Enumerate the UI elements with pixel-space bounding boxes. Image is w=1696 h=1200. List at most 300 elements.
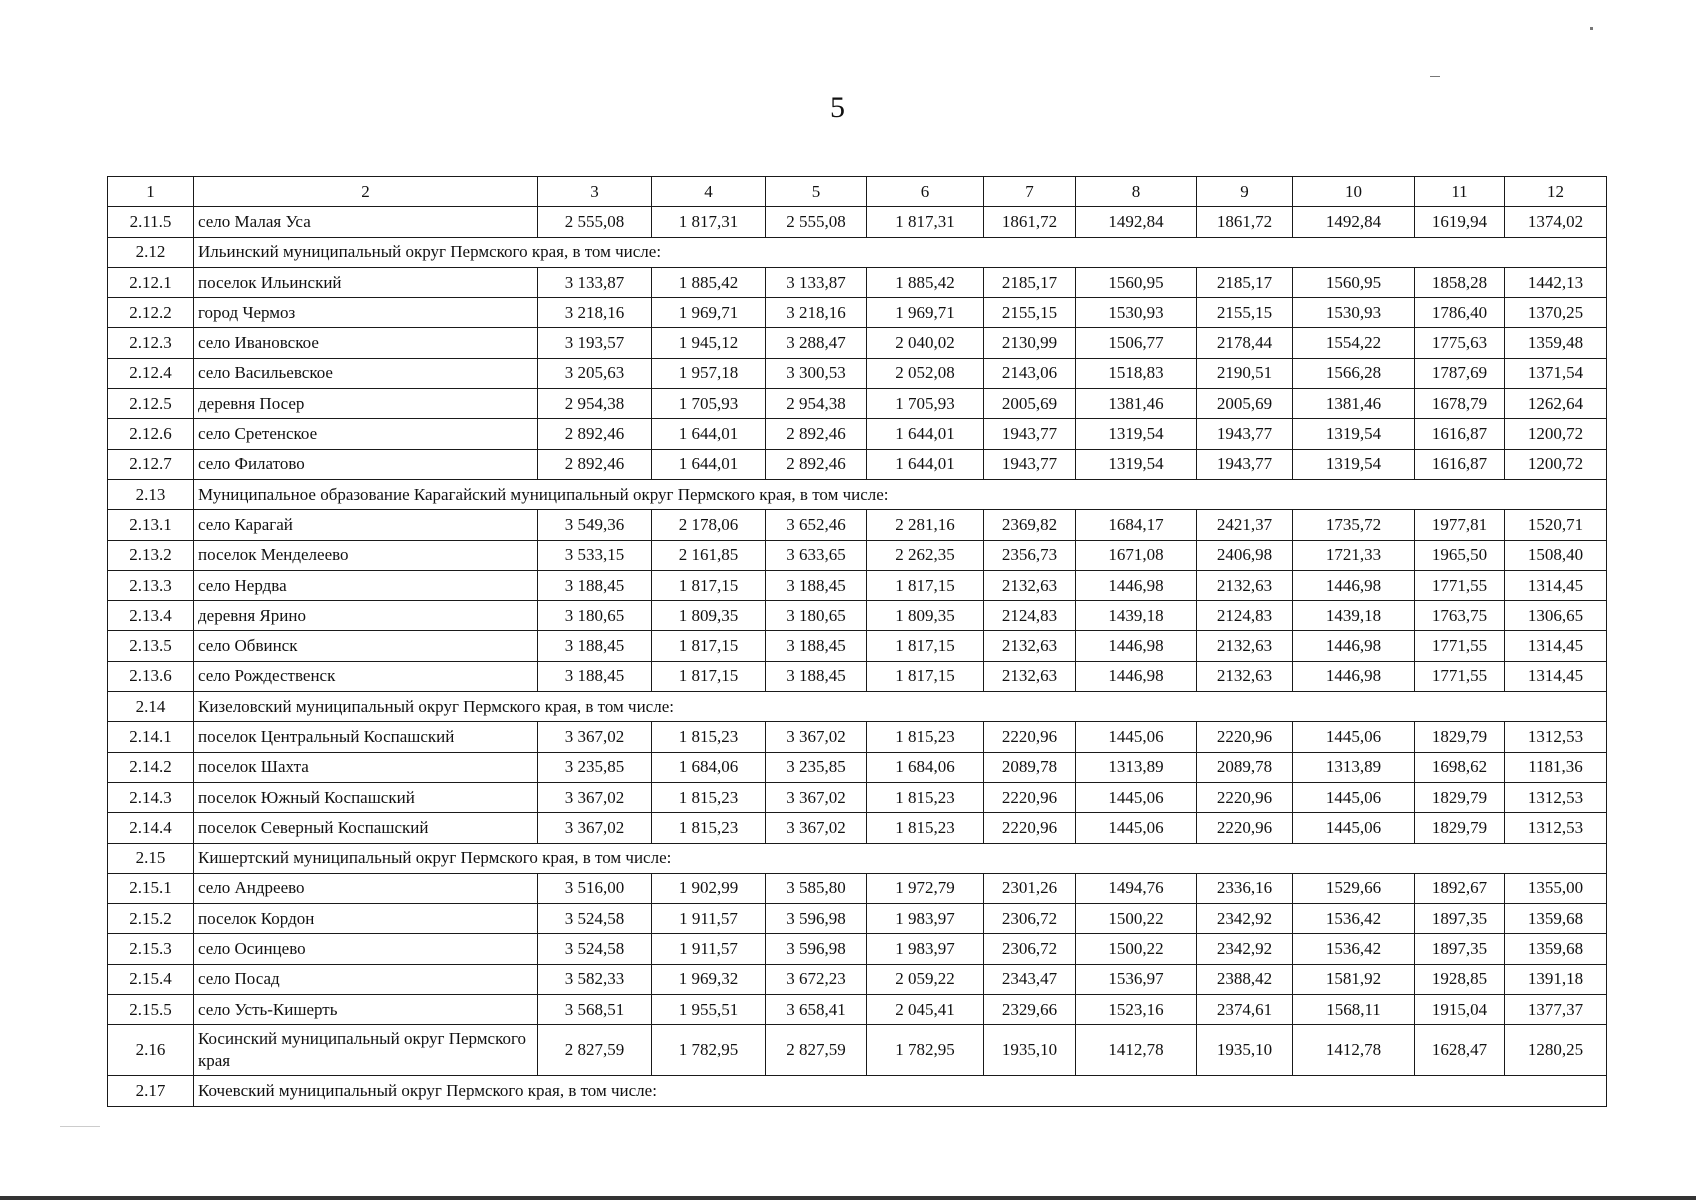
value-cell-col-6: 1 815,23 (867, 782, 984, 812)
tariff-table (107, 176, 1607, 1107)
value-cell-col-10: 1560,95 (1293, 267, 1415, 297)
value-cell-col-9: 2155,15 (1197, 298, 1293, 328)
section-title-cell: Кизеловский муниципальный округ Пермского края, в том числе: (194, 692, 1607, 722)
value-cell-col-10: 1581,92 (1293, 964, 1415, 994)
value-cell-col-10: 1381,46 (1293, 389, 1415, 419)
value-cell-col-3: 3 549,36 (538, 510, 652, 540)
header-cell: 6 (867, 177, 984, 207)
row-code-cell: 2.15.1 (108, 873, 194, 903)
value-cell-col-3: 3 582,33 (538, 964, 652, 994)
value-cell-col-7: 2369,82 (984, 510, 1076, 540)
value-cell-col-6: 1 983,97 (867, 934, 984, 964)
value-cell-col-5: 3 218,16 (766, 298, 867, 328)
value-cell-col-7: 2132,63 (984, 661, 1076, 691)
value-cell-col-12: 1314,45 (1505, 661, 1607, 691)
value-cell-col-12: 1520,71 (1505, 510, 1607, 540)
section-title-cell: Кочевский муниципальный округ Пермского края, в том числе: (194, 1076, 1607, 1106)
value-cell-col-7: 2306,72 (984, 934, 1076, 964)
value-cell-col-3: 3 188,45 (538, 570, 652, 600)
value-cell-col-8: 1412,78 (1076, 1025, 1197, 1076)
value-cell-col-12: 1314,45 (1505, 631, 1607, 661)
value-cell-col-9: 2190,51 (1197, 358, 1293, 388)
value-cell-col-3: 3 568,51 (538, 995, 652, 1025)
table-row (108, 904, 1607, 934)
table-body (108, 177, 1607, 1107)
settlement-name-cell: поселок Менделеево (194, 540, 538, 570)
value-cell-col-7: 2356,73 (984, 540, 1076, 570)
value-cell-col-3: 3 533,15 (538, 540, 652, 570)
settlement-name-cell: поселок Шахта (194, 752, 538, 782)
value-cell-col-6: 1 644,01 (867, 419, 984, 449)
value-cell-col-3: 2 827,59 (538, 1025, 652, 1076)
value-cell-col-12: 1314,45 (1505, 570, 1607, 600)
value-cell-col-11: 1771,55 (1415, 570, 1505, 600)
value-cell-col-12: 1391,18 (1505, 964, 1607, 994)
value-cell-col-10: 1492,84 (1293, 207, 1415, 237)
value-cell-col-10: 1530,93 (1293, 298, 1415, 328)
value-cell-col-12: 1374,02 (1505, 207, 1607, 237)
value-cell-col-12: 1359,68 (1505, 934, 1607, 964)
value-cell-col-11: 1698,62 (1415, 752, 1505, 782)
value-cell-col-12: 1200,72 (1505, 419, 1607, 449)
settlement-name-cell: деревня Ярино (194, 601, 538, 631)
table-header-row (108, 177, 1607, 207)
page-number: 5 (830, 91, 845, 124)
value-cell-col-3: 3 367,02 (538, 722, 652, 752)
value-cell-col-8: 1500,22 (1076, 934, 1197, 964)
section-row (108, 479, 1607, 509)
value-cell-col-11: 1763,75 (1415, 601, 1505, 631)
value-cell-col-12: 1355,00 (1505, 873, 1607, 903)
table-row (108, 995, 1607, 1025)
value-cell-col-8: 1445,06 (1076, 813, 1197, 843)
value-cell-col-12: 1262,64 (1505, 389, 1607, 419)
value-cell-col-4: 1 705,93 (652, 389, 766, 419)
value-cell-col-8: 1536,97 (1076, 964, 1197, 994)
value-cell-col-11: 1628,47 (1415, 1025, 1505, 1076)
value-cell-col-8: 1445,06 (1076, 782, 1197, 812)
settlement-name-cell: село Малая Уса (194, 207, 538, 237)
value-cell-col-9: 2342,92 (1197, 934, 1293, 964)
header-cell: 10 (1293, 177, 1415, 207)
row-code-cell: 2.12.4 (108, 358, 194, 388)
value-cell-col-7: 2132,63 (984, 570, 1076, 600)
settlement-name-cell: деревня Посер (194, 389, 538, 419)
table-row (108, 934, 1607, 964)
table-row (108, 207, 1607, 237)
value-cell-col-7: 2132,63 (984, 631, 1076, 661)
table-row (108, 813, 1607, 843)
settlement-name-cell: село Сретенское (194, 419, 538, 449)
value-cell-col-4: 1 809,35 (652, 601, 766, 631)
value-cell-col-5: 3 672,23 (766, 964, 867, 994)
row-code-cell: 2.13.5 (108, 631, 194, 661)
settlement-name-cell: поселок Кордон (194, 904, 538, 934)
value-cell-col-11: 1897,35 (1415, 934, 1505, 964)
value-cell-col-8: 1684,17 (1076, 510, 1197, 540)
table-row (108, 1025, 1607, 1076)
value-cell-col-10: 1446,98 (1293, 631, 1415, 661)
value-cell-col-10: 1445,06 (1293, 722, 1415, 752)
value-cell-col-9: 2124,83 (1197, 601, 1293, 631)
value-cell-col-11: 1678,79 (1415, 389, 1505, 419)
value-cell-col-4: 2 161,85 (652, 540, 766, 570)
value-cell-col-4: 1 644,01 (652, 449, 766, 479)
value-cell-col-8: 1492,84 (1076, 207, 1197, 237)
table-row (108, 631, 1607, 661)
value-cell-col-11: 1928,85 (1415, 964, 1505, 994)
settlement-name-cell: поселок Южный Коспашский (194, 782, 538, 812)
settlement-name-cell: село Андреево (194, 873, 538, 903)
value-cell-col-8: 1518,83 (1076, 358, 1197, 388)
value-cell-col-9: 2342,92 (1197, 904, 1293, 934)
value-cell-col-4: 2 178,06 (652, 510, 766, 540)
value-cell-col-5: 3 585,80 (766, 873, 867, 903)
row-code-cell: 2.13.4 (108, 601, 194, 631)
header-cell: 11 (1415, 177, 1505, 207)
settlement-name-cell: село Обвинск (194, 631, 538, 661)
table-row (108, 722, 1607, 752)
value-cell-col-11: 1915,04 (1415, 995, 1505, 1025)
value-cell-col-4: 1 969,32 (652, 964, 766, 994)
value-cell-col-12: 1370,25 (1505, 298, 1607, 328)
value-cell-col-4: 1 815,23 (652, 782, 766, 812)
value-cell-col-10: 1536,42 (1293, 904, 1415, 934)
table-row (108, 358, 1607, 388)
value-cell-col-3: 2 954,38 (538, 389, 652, 419)
value-cell-col-6: 1 644,01 (867, 449, 984, 479)
value-cell-col-7: 1943,77 (984, 449, 1076, 479)
value-cell-col-9: 2185,17 (1197, 267, 1293, 297)
value-cell-col-7: 2185,17 (984, 267, 1076, 297)
value-cell-col-5: 3 188,45 (766, 661, 867, 691)
settlement-name-cell: Косинский муниципальный округ Пермского края (194, 1025, 538, 1076)
row-code-cell: 2.12.1 (108, 267, 194, 297)
value-cell-col-5: 3 596,98 (766, 934, 867, 964)
value-cell-col-10: 1412,78 (1293, 1025, 1415, 1076)
row-code-cell: 2.14 (108, 692, 194, 722)
value-cell-col-5: 3 596,98 (766, 904, 867, 934)
value-cell-col-6: 1 817,15 (867, 570, 984, 600)
value-cell-col-12: 1200,72 (1505, 449, 1607, 479)
value-cell-col-11: 1977,81 (1415, 510, 1505, 540)
value-cell-col-5: 3 288,47 (766, 328, 867, 358)
value-cell-col-8: 1446,98 (1076, 570, 1197, 600)
value-cell-col-3: 3 367,02 (538, 813, 652, 843)
value-cell-col-4: 1 902,99 (652, 873, 766, 903)
value-cell-col-11: 1786,40 (1415, 298, 1505, 328)
section-row (108, 237, 1607, 267)
value-cell-col-4: 1 817,15 (652, 661, 766, 691)
value-cell-col-7: 2329,66 (984, 995, 1076, 1025)
value-cell-col-6: 2 045,41 (867, 995, 984, 1025)
value-cell-col-5: 3 180,65 (766, 601, 867, 631)
value-cell-col-8: 1530,93 (1076, 298, 1197, 328)
value-cell-col-3: 3 205,63 (538, 358, 652, 388)
value-cell-col-10: 1445,06 (1293, 813, 1415, 843)
value-cell-col-12: 1306,65 (1505, 601, 1607, 631)
value-cell-col-10: 1445,06 (1293, 782, 1415, 812)
value-cell-col-7: 2005,69 (984, 389, 1076, 419)
table-row (108, 964, 1607, 994)
value-cell-col-11: 1965,50 (1415, 540, 1505, 570)
value-cell-col-3: 3 193,57 (538, 328, 652, 358)
value-cell-col-7: 1943,77 (984, 419, 1076, 449)
value-cell-col-6: 1 809,35 (867, 601, 984, 631)
row-code-cell: 2.15 (108, 843, 194, 873)
value-cell-col-6: 1 684,06 (867, 752, 984, 782)
value-cell-col-9: 2178,44 (1197, 328, 1293, 358)
value-cell-col-12: 1508,40 (1505, 540, 1607, 570)
value-cell-col-12: 1442,13 (1505, 267, 1607, 297)
value-cell-col-9: 2374,61 (1197, 995, 1293, 1025)
scan-speck (1590, 27, 1593, 30)
header-cell: 2 (194, 177, 538, 207)
value-cell-col-9: 2388,42 (1197, 964, 1293, 994)
value-cell-col-9: 2220,96 (1197, 782, 1293, 812)
table-row (108, 873, 1607, 903)
value-cell-col-5: 3 188,45 (766, 631, 867, 661)
value-cell-col-6: 1 705,93 (867, 389, 984, 419)
value-cell-col-6: 1 815,23 (867, 722, 984, 752)
value-cell-col-6: 1 983,97 (867, 904, 984, 934)
value-cell-col-11: 1771,55 (1415, 631, 1505, 661)
value-cell-col-3: 2 555,08 (538, 207, 652, 237)
row-code-cell: 2.12 (108, 237, 194, 267)
settlement-name-cell: село Усть-Кишерть (194, 995, 538, 1025)
value-cell-col-6: 2 281,16 (867, 510, 984, 540)
value-cell-col-10: 1735,72 (1293, 510, 1415, 540)
row-code-cell: 2.14.4 (108, 813, 194, 843)
value-cell-col-3: 3 524,58 (538, 904, 652, 934)
value-cell-col-5: 3 367,02 (766, 782, 867, 812)
value-cell-col-9: 2005,69 (1197, 389, 1293, 419)
table-row (108, 782, 1607, 812)
table-row (108, 267, 1607, 297)
value-cell-col-8: 1494,76 (1076, 873, 1197, 903)
value-cell-col-10: 1554,22 (1293, 328, 1415, 358)
value-cell-col-8: 1313,89 (1076, 752, 1197, 782)
section-title-cell: Муниципальное образование Карагайский муниципальный округ Пермского края, в том числе: (194, 479, 1607, 509)
value-cell-col-6: 1 817,15 (867, 631, 984, 661)
value-cell-col-7: 2089,78 (984, 752, 1076, 782)
settlement-name-cell: село Посад (194, 964, 538, 994)
value-cell-col-10: 1313,89 (1293, 752, 1415, 782)
value-cell-col-9: 2421,37 (1197, 510, 1293, 540)
value-cell-col-9: 2406,98 (1197, 540, 1293, 570)
row-code-cell: 2.13 (108, 479, 194, 509)
scan-speck (1430, 76, 1440, 77)
settlement-name-cell: село Осинцево (194, 934, 538, 964)
row-code-cell: 2.16 (108, 1025, 194, 1076)
value-cell-col-7: 1861,72 (984, 207, 1076, 237)
table-row (108, 661, 1607, 691)
value-cell-col-10: 1439,18 (1293, 601, 1415, 631)
value-cell-col-4: 1 955,51 (652, 995, 766, 1025)
value-cell-col-3: 3 133,87 (538, 267, 652, 297)
value-cell-col-5: 3 300,53 (766, 358, 867, 388)
value-cell-col-7: 2124,83 (984, 601, 1076, 631)
row-code-cell: 2.13.1 (108, 510, 194, 540)
row-code-cell: 2.14.2 (108, 752, 194, 782)
value-cell-col-6: 2 040,02 (867, 328, 984, 358)
value-cell-col-11: 1892,67 (1415, 873, 1505, 903)
value-cell-col-12: 1359,68 (1505, 904, 1607, 934)
scan-speck (60, 1126, 100, 1127)
value-cell-col-9: 2132,63 (1197, 631, 1293, 661)
value-cell-col-3: 3 188,45 (538, 661, 652, 691)
value-cell-col-4: 1 782,95 (652, 1025, 766, 1076)
value-cell-col-11: 1619,94 (1415, 207, 1505, 237)
value-cell-col-6: 1 969,71 (867, 298, 984, 328)
value-cell-col-4: 1 885,42 (652, 267, 766, 297)
value-cell-col-12: 1312,53 (1505, 722, 1607, 752)
value-cell-col-8: 1446,98 (1076, 661, 1197, 691)
value-cell-col-4: 1 969,71 (652, 298, 766, 328)
value-cell-col-9: 2089,78 (1197, 752, 1293, 782)
settlement-name-cell: село Карагай (194, 510, 538, 540)
row-code-cell: 2.15.5 (108, 995, 194, 1025)
header-cell: 7 (984, 177, 1076, 207)
value-cell-col-11: 1616,87 (1415, 419, 1505, 449)
header-cell: 1 (108, 177, 194, 207)
settlement-name-cell: поселок Ильинский (194, 267, 538, 297)
header-cell: 4 (652, 177, 766, 207)
value-cell-col-11: 1829,79 (1415, 782, 1505, 812)
value-cell-col-6: 1 815,23 (867, 813, 984, 843)
value-cell-col-6: 1 817,31 (867, 207, 984, 237)
value-cell-col-4: 1 817,15 (652, 631, 766, 661)
row-code-cell: 2.15.3 (108, 934, 194, 964)
table-row (108, 752, 1607, 782)
value-cell-col-12: 1377,37 (1505, 995, 1607, 1025)
value-cell-col-12: 1312,53 (1505, 813, 1607, 843)
value-cell-col-10: 1319,54 (1293, 419, 1415, 449)
settlement-name-cell: село Васильевское (194, 358, 538, 388)
value-cell-col-8: 1381,46 (1076, 389, 1197, 419)
value-cell-col-4: 1 644,01 (652, 419, 766, 449)
value-cell-col-3: 3 367,02 (538, 782, 652, 812)
value-cell-col-8: 1319,54 (1076, 449, 1197, 479)
value-cell-col-11: 1775,63 (1415, 328, 1505, 358)
value-cell-col-4: 1 911,57 (652, 934, 766, 964)
value-cell-col-7: 2343,47 (984, 964, 1076, 994)
settlement-name-cell: город Чермоз (194, 298, 538, 328)
table-row (108, 510, 1607, 540)
value-cell-col-6: 2 052,08 (867, 358, 984, 388)
value-cell-col-9: 1935,10 (1197, 1025, 1293, 1076)
value-cell-col-12: 1280,25 (1505, 1025, 1607, 1076)
value-cell-col-5: 2 954,38 (766, 389, 867, 419)
value-cell-col-3: 3 235,85 (538, 752, 652, 782)
value-cell-col-10: 1446,98 (1293, 661, 1415, 691)
header-cell: 8 (1076, 177, 1197, 207)
value-cell-col-10: 1721,33 (1293, 540, 1415, 570)
value-cell-col-4: 1 957,18 (652, 358, 766, 388)
value-cell-col-6: 1 972,79 (867, 873, 984, 903)
value-cell-col-5: 2 827,59 (766, 1025, 867, 1076)
value-cell-col-11: 1858,28 (1415, 267, 1505, 297)
row-code-cell: 2.12.7 (108, 449, 194, 479)
row-code-cell: 2.12.6 (108, 419, 194, 449)
value-cell-col-7: 2143,06 (984, 358, 1076, 388)
value-cell-col-9: 1861,72 (1197, 207, 1293, 237)
value-cell-col-9: 2132,63 (1197, 661, 1293, 691)
value-cell-col-4: 1 945,12 (652, 328, 766, 358)
value-cell-col-5: 3 658,41 (766, 995, 867, 1025)
table-row (108, 389, 1607, 419)
value-cell-col-12: 1312,53 (1505, 782, 1607, 812)
table-row (108, 419, 1607, 449)
value-cell-col-4: 1 815,23 (652, 722, 766, 752)
row-code-cell: 2.12.2 (108, 298, 194, 328)
value-cell-col-3: 3 524,58 (538, 934, 652, 964)
value-cell-col-9: 2220,96 (1197, 722, 1293, 752)
value-cell-col-8: 1560,95 (1076, 267, 1197, 297)
value-cell-col-10: 1446,98 (1293, 570, 1415, 600)
value-cell-col-5: 3 133,87 (766, 267, 867, 297)
row-code-cell: 2.15.4 (108, 964, 194, 994)
value-cell-col-10: 1536,42 (1293, 934, 1415, 964)
value-cell-col-3: 3 516,00 (538, 873, 652, 903)
row-code-cell: 2.13.6 (108, 661, 194, 691)
value-cell-col-7: 2306,72 (984, 904, 1076, 934)
value-cell-col-5: 2 892,46 (766, 419, 867, 449)
value-cell-col-6: 1 782,95 (867, 1025, 984, 1076)
value-cell-col-4: 1 911,57 (652, 904, 766, 934)
value-cell-col-7: 2220,96 (984, 782, 1076, 812)
value-cell-col-8: 1446,98 (1076, 631, 1197, 661)
settlement-name-cell: село Рождественск (194, 661, 538, 691)
settlement-name-cell: село Нердва (194, 570, 538, 600)
row-code-cell: 2.13.3 (108, 570, 194, 600)
section-row (108, 1076, 1607, 1106)
section-row (108, 843, 1607, 873)
value-cell-col-11: 1771,55 (1415, 661, 1505, 691)
value-cell-col-12: 1359,48 (1505, 328, 1607, 358)
value-cell-col-5: 3 235,85 (766, 752, 867, 782)
value-cell-col-10: 1566,28 (1293, 358, 1415, 388)
row-code-cell: 2.14.3 (108, 782, 194, 812)
row-code-cell: 2.11.5 (108, 207, 194, 237)
value-cell-col-9: 2132,63 (1197, 570, 1293, 600)
value-cell-col-3: 2 892,46 (538, 419, 652, 449)
table-row (108, 298, 1607, 328)
value-cell-col-3: 3 218,16 (538, 298, 652, 328)
scan-bottom-edge (0, 1196, 1696, 1200)
header-cell: 5 (766, 177, 867, 207)
value-cell-col-11: 1829,79 (1415, 813, 1505, 843)
section-title-cell: Кишертский муниципальный округ Пермского края, в том числе: (194, 843, 1607, 873)
row-code-cell: 2.15.2 (108, 904, 194, 934)
value-cell-col-7: 2220,96 (984, 722, 1076, 752)
row-code-cell: 2.12.3 (108, 328, 194, 358)
value-cell-col-4: 1 817,31 (652, 207, 766, 237)
value-cell-col-3: 2 892,46 (538, 449, 652, 479)
settlement-name-cell: поселок Центральный Коспашский (194, 722, 538, 752)
value-cell-col-7: 2301,26 (984, 873, 1076, 903)
value-cell-col-12: 1371,54 (1505, 358, 1607, 388)
value-cell-col-5: 3 188,45 (766, 570, 867, 600)
value-cell-col-8: 1671,08 (1076, 540, 1197, 570)
header-cell: 9 (1197, 177, 1293, 207)
value-cell-col-10: 1568,11 (1293, 995, 1415, 1025)
value-cell-col-4: 1 815,23 (652, 813, 766, 843)
table-row (108, 570, 1607, 600)
value-cell-col-10: 1529,66 (1293, 873, 1415, 903)
value-cell-col-5: 3 367,02 (766, 813, 867, 843)
value-cell-col-8: 1523,16 (1076, 995, 1197, 1025)
